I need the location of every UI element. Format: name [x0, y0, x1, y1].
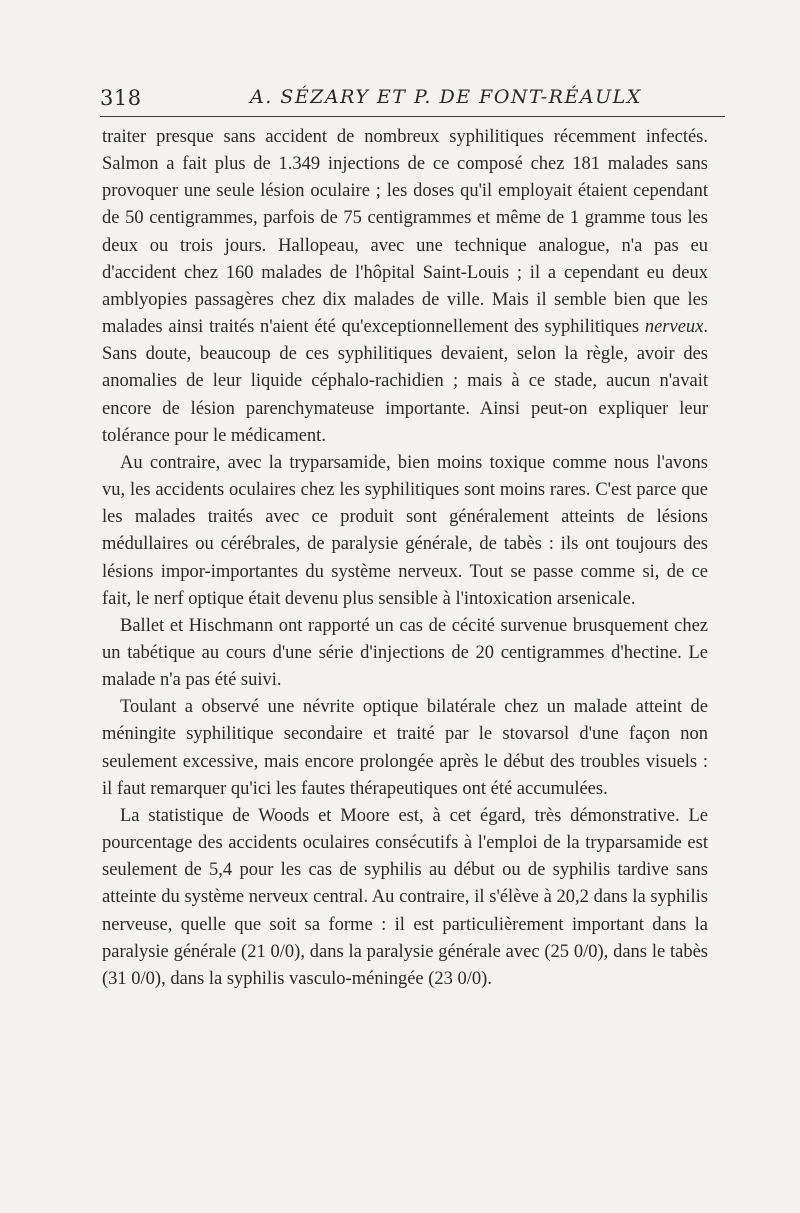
- paragraph-text: traiter presque sans accident de nombreux syphilitiques récemment infectés. Salmon a fait plus de 1.349 injections de ce composé chez 181 malades sans provoquer une seule lésion oculaire ; les doses qu'il employait étaient cependant de 50 centigrammes, parfois de 75 centigrammes et même de 1 gramme tous les deux ou trois jours. Hallopeau, avec une technique analogue, n'a pas eu d'accident chez 160 malades de l'hôpital Saint-Louis ; il a cependant eu deux amblyopies passagères chez dix malades de ville. Mais il semble bien que les malades ainsi traités n'aient été qu'exceptionnellement des syphilitiques: [102, 127, 708, 338]
- emphasized-word: nerveux: [644, 317, 704, 338]
- page-header: [100, 86, 725, 116]
- paragraph: Toulant a observé une névrite optique bilatérale chez un malade atteint de méningite syphilitique secondaire et traité par le stovarsol d'une façon non seulement excessive, mais encore prolongée après le début des troubles visuels : il faut remarquer qu'ici les fautes thérapeutiques ont été accumulées.: [102, 697, 708, 799]
- body-text: [102, 124, 708, 993]
- header-rule: [100, 116, 725, 117]
- page-number: 318: [100, 86, 142, 110]
- running-head: A. SÉZARY ET P. DE FONT-RÉAULX: [250, 86, 642, 108]
- paragraph-text: . Sans doute, beaucoup de ces syphilitiques devaient, selon la règle, avoir des anomalies de leur liquide céphalo-rachidien ; mais à ce stade, aucun n'avait encore de lésion parenchymateuse importante. Ainsi peut-on expliquer leur tolérance pour le médicament.: [102, 317, 708, 446]
- paragraph: Ballet et Hischmann ont rapporté un cas de cécité survenue brusquement chez un tabétique au cours d'une série d'injections de 20 centigrammes d'hectine. Le malade n'a pas été suivi.: [102, 615, 708, 691]
- paragraph: [102, 124, 708, 450]
- paragraph: Au contraire, avec la tryparsamide, bien moins toxique comme nous l'avons vu, les accidents oculaires chez les syphilitiques sont moins rares. C'est parce que les malades traités avec ce produit sont généralement atteints de lésions médullaires ou cérébrales, de paralysie générale, de tabès : ils ont toujours des lésions impor-importantes du système nerveux. Tout se passe comme si, de ce fait, le nerf optique était devenu plus sensible à l'intoxication arsenicale.: [102, 452, 708, 609]
- paragraph: La statistique de Woods et Moore est, à cet égard, très démonstrative. Le pourcentage des accidents oculaires consécutifs à l'emploi de la tryparsamide est seulement de 5,4 pour les cas de syphilis au début ou de syphilis tardive sans atteinte du système nerveux central. Au contraire, il s'élève à 20,2 dans la syphilis nerveuse, quelle que soit sa forme : il est particulièrement important dans la paralysie générale (21 0/0), dans la paralysie générale avec (25 0/0), dans le tabès (31 0/0), dans la syphilis vasculo-méningée (23 0/0).: [102, 805, 708, 989]
